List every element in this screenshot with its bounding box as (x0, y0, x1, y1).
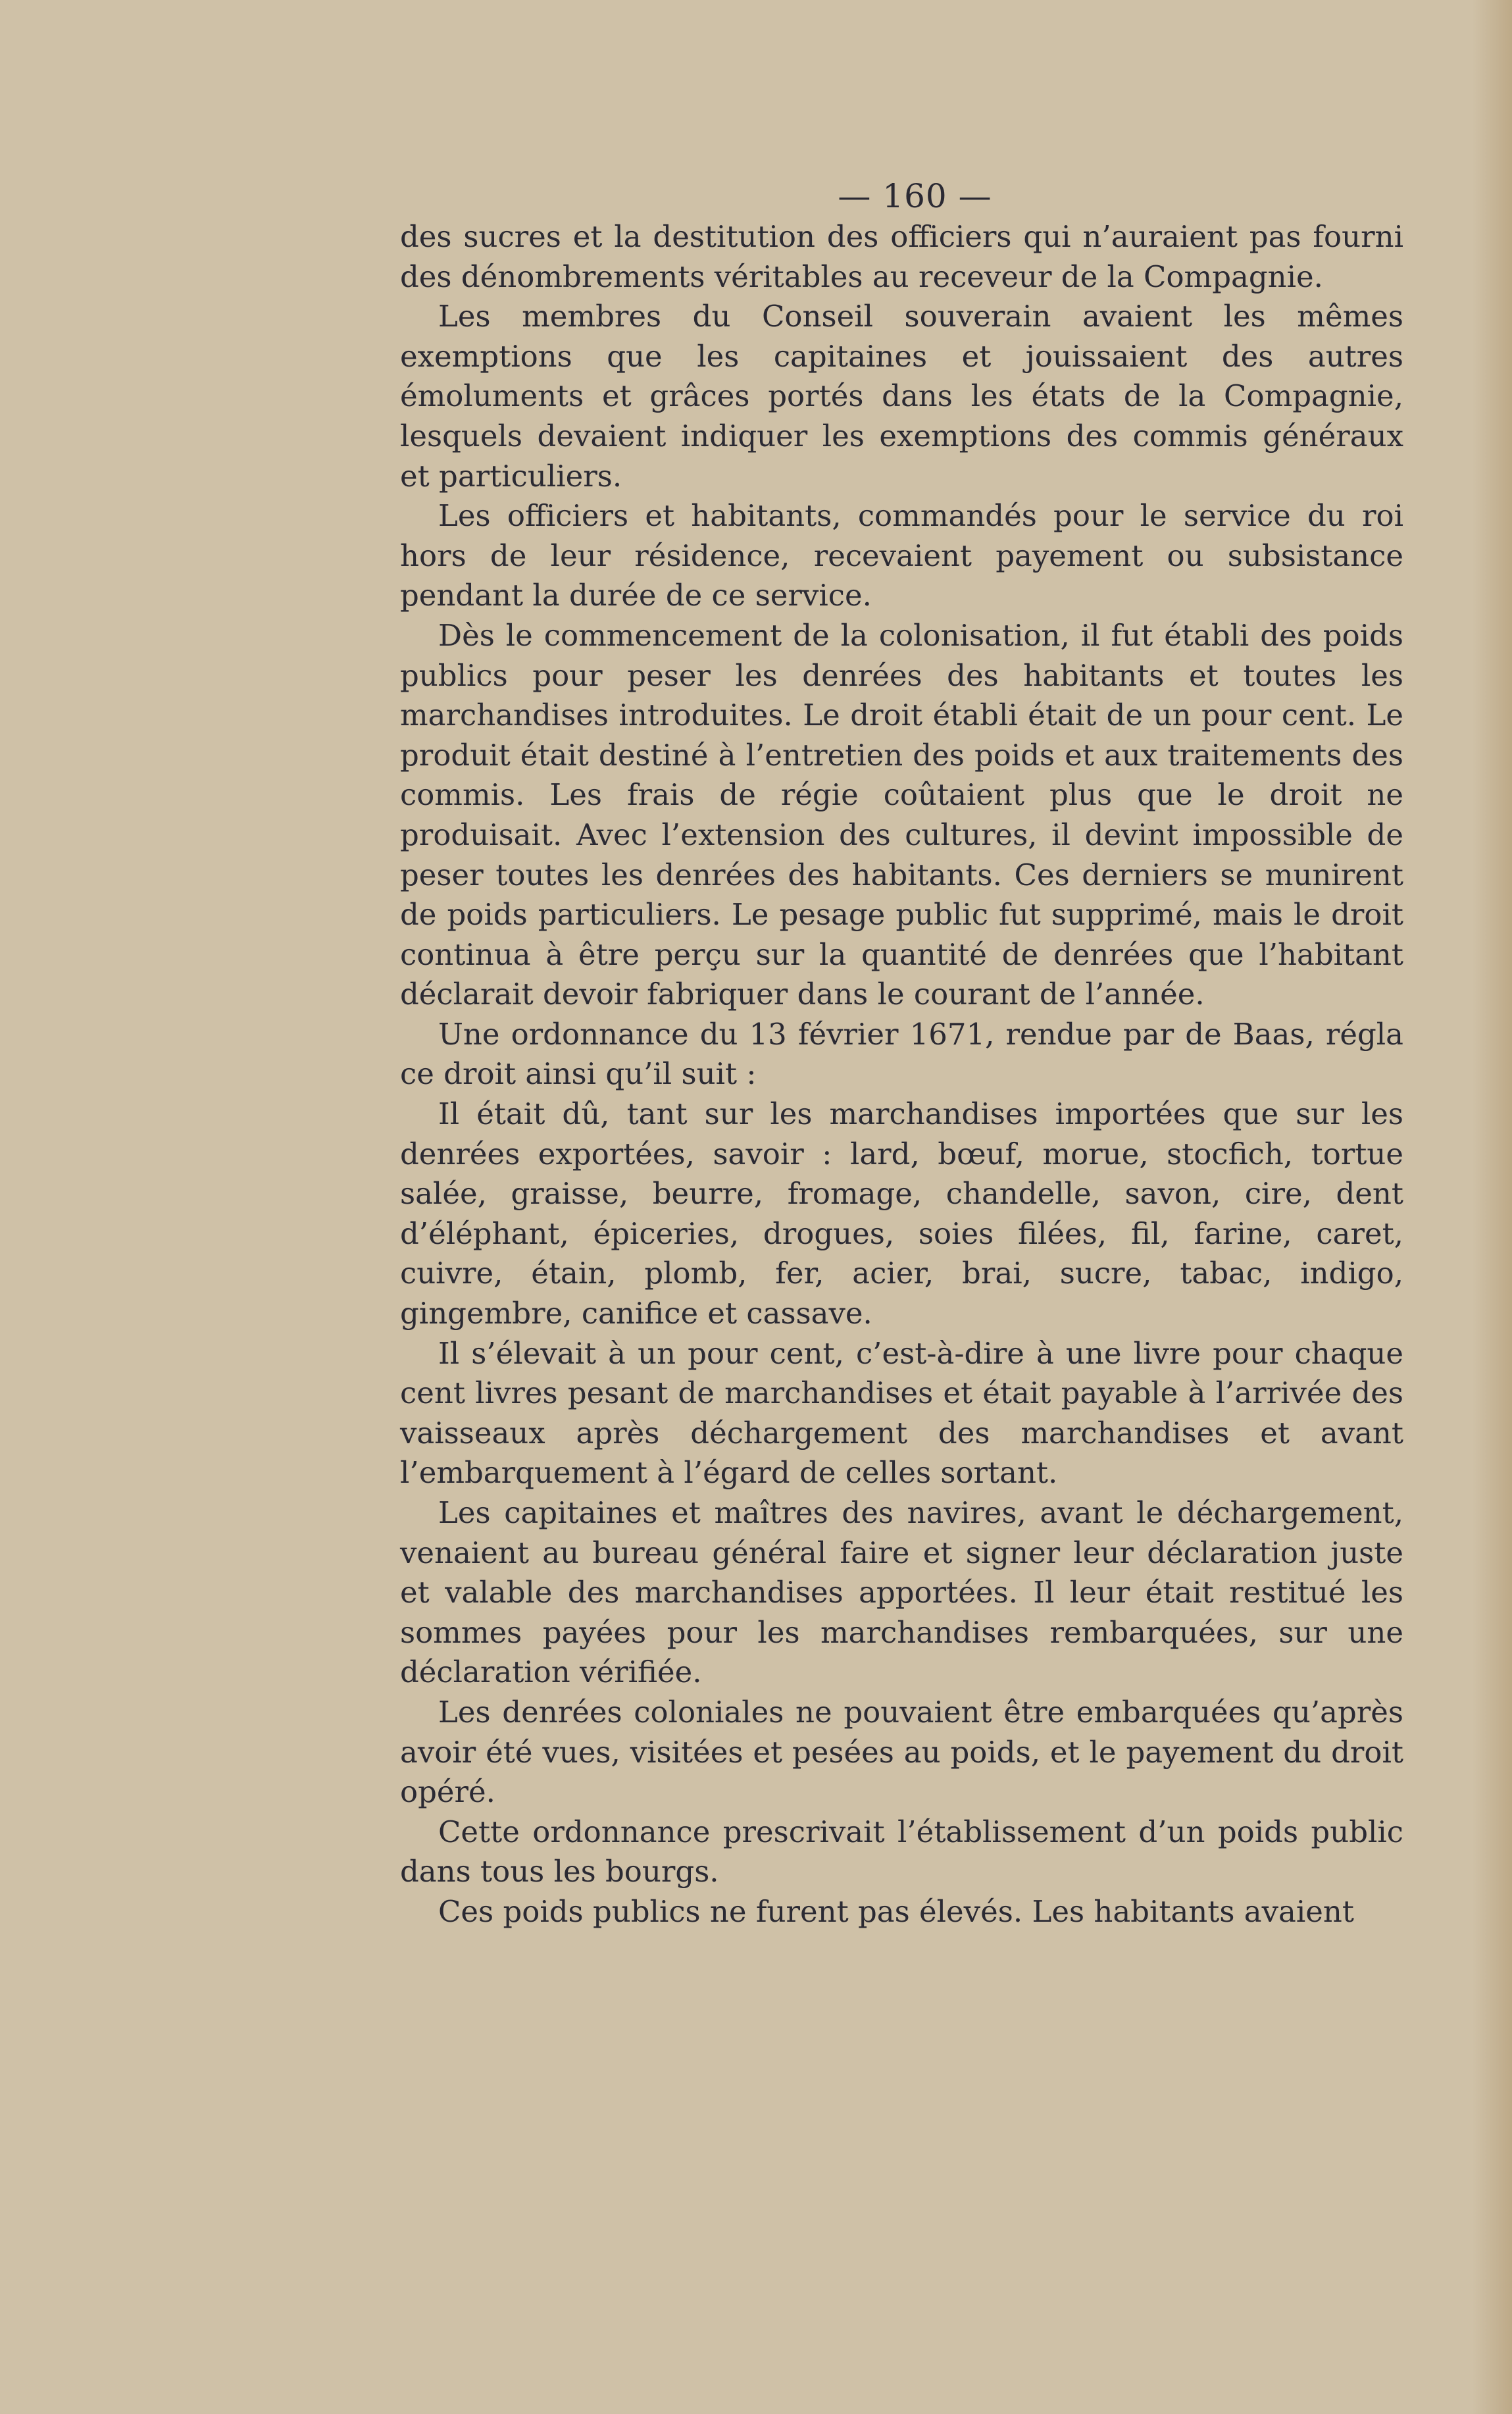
paragraph: Les membres du Conseil souverain avaient les mêmes exemptions que les capitaines et jouissaient des autres émoluments et grâces portés dans les états de la Compagnie, lesquels devaient indiquer les exemptions des commis généraux et particuliers. (400, 299, 1403, 494)
paragraph: Une ordonnance du 13 février 1671, rendue par de Baas, régla ce droit ainsi qu’il suit : (400, 1016, 1403, 1092)
page-number: — 160 — (838, 177, 992, 215)
paragraph: Les officiers et habitants, commandés pour le service du roi hors de leur résidence, recevaient payement ou subsistance pendant la durée de ce service. (400, 498, 1403, 613)
body-text (400, 176, 1403, 1932)
paragraph: Les denrées coloniales ne pouvaient être embarquées qu’après avoir été vues, visitées et pesées au poids, et le payement du droit opéré. (400, 1694, 1403, 1810)
paragraph: Il s’élevait à un pour cent, c’est-à-dire à une livre pour chaque cent livres pesant de marchandises et était payable à l’arrivée des vaisseaux après déchargement des marchandises et avant l’embarquement à l’égard de celles sortant. (400, 1335, 1403, 1491)
paragraph: Les capitaines et maîtres des navires, avant le déchargement, venaient au bureau général faire et signer leur déclaration juste et valable des marchandises apportées. Il leur était restitué les sommes payées pour les marchandises rembarquées, sur une déclaration vérifiée. (400, 1495, 1403, 1690)
paragraph: des sucres et la destitution des officiers qui n’auraient pas fourni des dénombrements véritables au receveur de la Compagnie. (400, 219, 1403, 294)
paragraph: Ces poids publics ne furent pas élevés. Les habitants avaient (438, 1893, 1354, 1929)
paragraph: Dès le commencement de la colonisation, il fut établi des poids publics pour peser les denrées des habitants et toutes les marchandises introduites. Le droit établi était de un pour cent. Le produit était destiné à l’entretien des poids et aux traitements des commis. Les frais de régie coûtaient plus que le droit ne produisait. Avec l’extension des cultures, il devint impossible de peser toutes les denrées des habitants. Ces derniers se munirent de poids particuliers. Le pesage public fut supprimé, mais le droit continua à être perçu sur la quantité de denrées que l’habitant déclarait devoir fabriquer dans le courant de l’année. (400, 617, 1403, 1012)
page-edge-shadow (1473, 0, 1512, 2414)
paragraph: Cette ordonnance prescrivait l’établissement d’un poids public dans tous les bourgs. (400, 1814, 1403, 1889)
paragraph: Il était dû, tant sur les marchandises importées que sur les denrées exportées, savoir : lard, bœuf, morue, stocfich, tortue salée, graisse, beurre, fromage, chandelle, savon, cire, dent d’éléphant, épiceries, drogues, soies filées, fil, farine, caret, cuivre, étain, plomb, fer, acier, brai, sucre, tabac, indigo, gingembre, canifice et cassave. (400, 1096, 1403, 1331)
